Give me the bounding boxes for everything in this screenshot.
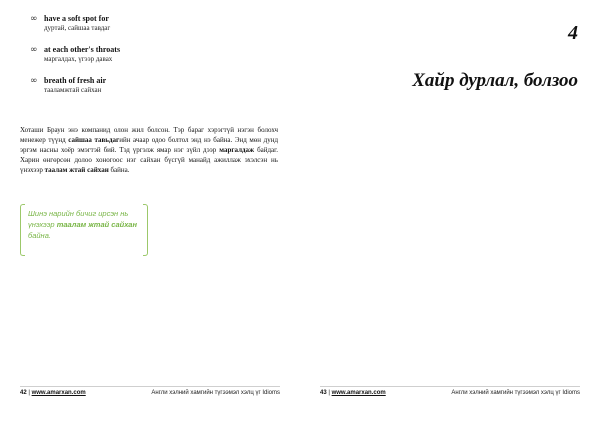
bracket-left-decoration bbox=[20, 204, 25, 256]
idiom-item bbox=[30, 45, 280, 64]
website-link[interactable]: www.amarxan.com bbox=[331, 390, 386, 396]
page-number: 42 bbox=[20, 390, 27, 396]
idiom-mongolian: маргалдах, үгээр давах bbox=[44, 55, 113, 63]
idiom-english: at each other's throats bbox=[44, 45, 121, 54]
story-text: Хоташи Браун энэ компанид олон жил болсон. Тэр бараг хэрэгтүй нэгэн болохч менежер түүнд bbox=[20, 126, 278, 144]
footer-separator: | bbox=[26, 390, 32, 396]
story-text: байдаг. Харин өнгөрсөн долоо хоногоос нэг сайхан бүсгүй манайд ажиллаж эхэлсэн нь үнэхээр bbox=[20, 146, 278, 174]
story-highlight: таалам жтай сайхан bbox=[44, 166, 109, 174]
chapter-title: Хайр дурлал, болзоо bbox=[412, 70, 578, 91]
idiom-item bbox=[30, 14, 280, 33]
infinity-bullet-icon: ∞ bbox=[30, 76, 38, 86]
chapter-number: 4 bbox=[568, 22, 578, 44]
website-link[interactable]: www.amarxan.com bbox=[31, 390, 86, 396]
story-paragraph bbox=[20, 125, 278, 175]
idiom-english: have a soft spot for bbox=[44, 14, 109, 23]
footer-description: Англи хэлний хамгийн түгээмэл хэлц үг Idioms bbox=[151, 390, 280, 396]
idiom-item bbox=[30, 76, 280, 95]
idiom-mongolian: дуртай, сайшаа тавдаг bbox=[44, 24, 111, 32]
page-number: 43 bbox=[320, 390, 327, 396]
idiom-english: breath of fresh air bbox=[44, 76, 107, 85]
footer-separator: | bbox=[326, 390, 332, 396]
right-page bbox=[300, 0, 600, 423]
story-highlight: маргалдаж bbox=[219, 146, 255, 154]
left-footer bbox=[20, 386, 280, 396]
idiom-mongolian: тааламжтай сайхан bbox=[44, 86, 102, 94]
idiom-list bbox=[30, 14, 280, 107]
right-footer bbox=[320, 386, 580, 396]
infinity-bullet-icon: ∞ bbox=[30, 14, 38, 24]
bracket-right-decoration bbox=[143, 204, 148, 256]
note-text: байна. bbox=[28, 231, 51, 240]
note-highlight: таалам жтай сайхан bbox=[56, 220, 137, 229]
story-highlight: сайшаа тавьдаг bbox=[68, 136, 120, 144]
example-note bbox=[20, 204, 148, 256]
story-text: ийн ачаар одоо болтол энд нэ байна. Энд мөн дунд эргэм насны хоёр эмэгтэй бий. Тэд үргэлж ямар нэг зүйл дээр bbox=[20, 136, 279, 154]
note-text: Шинэ нарийн бичиг ирсэн нь үнэхээр bbox=[28, 209, 129, 229]
footer-description: Англи хэлний хамгийн түгээмэл хэлц үг Idioms bbox=[451, 390, 580, 396]
infinity-bullet-icon: ∞ bbox=[30, 45, 38, 55]
story-text: байна. bbox=[108, 166, 130, 174]
